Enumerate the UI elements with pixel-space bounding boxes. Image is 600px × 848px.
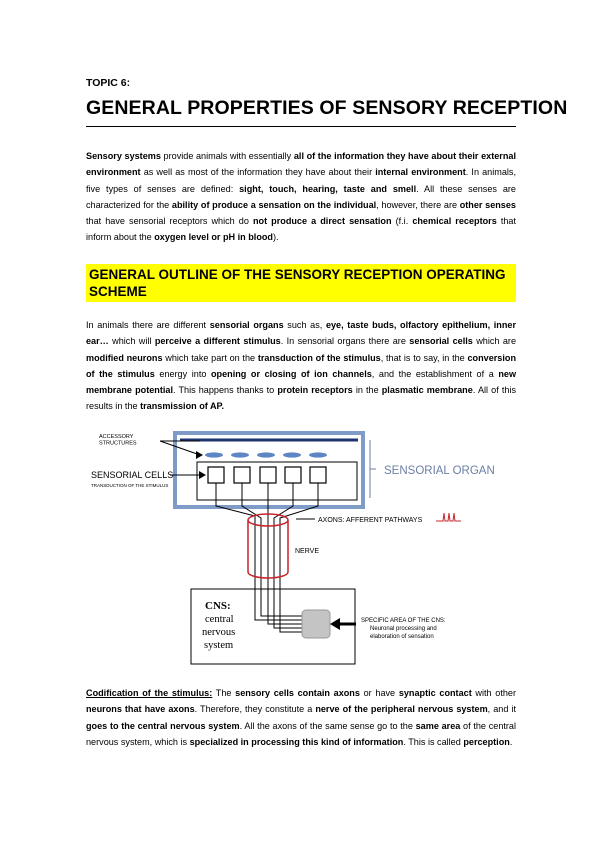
intro-run: Sensory systems: [86, 151, 161, 161]
codification-run: .: [509, 736, 513, 747]
outline-run: conversion of the stimulus: [86, 352, 516, 379]
codification-run: specialized in processing this kind of information: [189, 736, 404, 747]
outline-run: , that is to say, in the: [380, 352, 468, 363]
codification-run: , and it: [487, 704, 516, 715]
outline-run: transmission of AP.: [140, 401, 224, 412]
codification-run: The: [212, 688, 236, 698]
codification-run: synaptic contact: [398, 688, 472, 698]
intro-run: as well as most of the information they have about their: [140, 167, 376, 178]
accessory-oval: [257, 452, 275, 457]
specific-area-label-3: elaboration of sensation: [370, 634, 434, 640]
codification-run: sensory cells contain axons: [235, 688, 360, 698]
sensorial-cell: [285, 467, 301, 483]
outline-run: new membrane potential: [86, 368, 517, 396]
codification-paragraph: [86, 685, 516, 750]
specific-area-arrowhead: [330, 618, 340, 630]
sensorial-cell: [310, 467, 326, 483]
intro-run: sight, touch, hearing, taste and smell: [239, 183, 417, 194]
specific-area-box: [302, 610, 330, 638]
intro-run: all of the information they have about their external environment: [86, 151, 516, 178]
outline-run: eye, taste buds, olfactory epithelium, inner ear…: [86, 320, 516, 347]
intro-run: . In animals, five types of senses are defined:: [86, 167, 516, 194]
intro-run: provide animals with essentially: [160, 151, 294, 161]
codification-run: . This is called: [403, 736, 464, 747]
outline-run: . In sensorial organs there are: [280, 336, 410, 347]
intro-run: that inform about the: [86, 216, 517, 243]
accessory-arrow: [160, 441, 200, 455]
intro-run: that have sensorial receptors which do: [86, 216, 253, 227]
intro-run: , however, there are: [376, 199, 460, 210]
codification-run: perception: [463, 736, 510, 747]
outline-run: which take part on the: [162, 352, 258, 363]
codification-run: Codification of the stimulus:: [86, 688, 213, 698]
intro-run: ability of produce a sensation on the individual: [171, 199, 377, 210]
outline-run: . All of this results in the: [86, 385, 516, 412]
codification-run: goes to the central nervous system: [86, 720, 240, 731]
intro-run: . All these senses are characterized for the: [86, 183, 516, 210]
outline-run: which are: [472, 336, 517, 347]
accessory-oval: [309, 452, 327, 457]
codification-run: . All the axons of the same sense go to the: [239, 720, 416, 731]
codification-run: or have: [359, 688, 399, 698]
codification-run: neurons that have axons: [86, 704, 195, 715]
sensorial-organ-label: SENSORIAL ORGAN: [384, 465, 495, 477]
action-potential-icon: [436, 513, 461, 521]
cns-label-4: system: [204, 640, 234, 651]
topic-label: TOPIC 6:: [86, 77, 131, 89]
outline-run: transduction of the stimulus: [257, 352, 381, 363]
cns-label-1: CNS:: [205, 600, 231, 612]
codification-run: of the central nervous system, which is: [86, 720, 517, 747]
accessory-label-2: STRUCTURES: [99, 440, 137, 447]
section-heading: GENERAL OUTLINE OF THE SENSORY RECEPTION OPERATING SCHEME: [89, 267, 506, 299]
accessory-oval: [283, 452, 301, 457]
codification-run: nerve of the peripheral nervous system: [315, 704, 488, 715]
cns-axon-lines: [255, 605, 302, 632]
outline-run: sensorial organs: [209, 320, 284, 330]
outline-run: modified neurons: [86, 352, 163, 363]
outline-run: . This happens thanks to: [173, 385, 278, 396]
outline-run: such as,: [283, 320, 326, 330]
codification-run: with other: [471, 688, 517, 698]
sensorial-cells-arrowhead: [199, 471, 206, 479]
accessory-arrowhead: [196, 451, 203, 459]
outline-run: in the: [352, 385, 382, 396]
intro-run: oxygen level or pH in blood: [154, 232, 273, 243]
specific-area-label-1: SPECIFIC AREA OF THE CNS:: [361, 618, 446, 624]
nerve-label: NERVE: [295, 548, 319, 555]
sensorial-cell: [208, 467, 224, 483]
intro-run: chemical receptors: [412, 216, 497, 227]
axons-label: AXONS: AFFERENT PATHWAYS: [318, 517, 423, 524]
sensorial-cells-label: SENSORIAL CELLS: [91, 470, 174, 480]
intro-run: other senses: [459, 199, 516, 210]
accessory-oval: [205, 452, 223, 457]
cns-label-2: central: [205, 614, 234, 625]
transduction-label: TRANSDUCTION OF THE STIMULUS: [91, 483, 169, 488]
outline-run: energy into: [154, 368, 211, 379]
accessory-label-1: ACCESSORY: [99, 434, 134, 440]
intro-run: ).: [273, 232, 279, 243]
sensorial-cell: [260, 467, 276, 483]
outline-run: opening or closing of ion channels: [210, 368, 372, 379]
outline-run: , and the establishment of a: [371, 368, 499, 379]
cns-label-3: nervous: [202, 627, 236, 638]
codification-run: . Therefore, they constitute a: [194, 704, 316, 715]
intro-run: internal environment: [375, 167, 466, 178]
sensorial-cell: [234, 467, 250, 483]
outline-run: perceive a different stimulus: [154, 336, 281, 347]
page-title: GENERAL PROPERTIES OF SENSORY RECEPTION: [86, 97, 568, 119]
codification-run: same area: [415, 720, 461, 731]
intro-run: (f.i.: [391, 216, 413, 227]
accessory-oval: [231, 452, 249, 457]
outline-run: In animals there are different: [86, 320, 210, 330]
outline-run: protein receptors: [277, 385, 353, 396]
outline-run: plasmatic membrane: [381, 385, 473, 396]
outline-run: which will: [108, 336, 155, 347]
outline-run: sensorial cells: [409, 336, 473, 347]
specific-area-label-2: Neuronal processing and: [370, 626, 437, 632]
intro-run: not produce a direct sensation: [252, 216, 392, 227]
